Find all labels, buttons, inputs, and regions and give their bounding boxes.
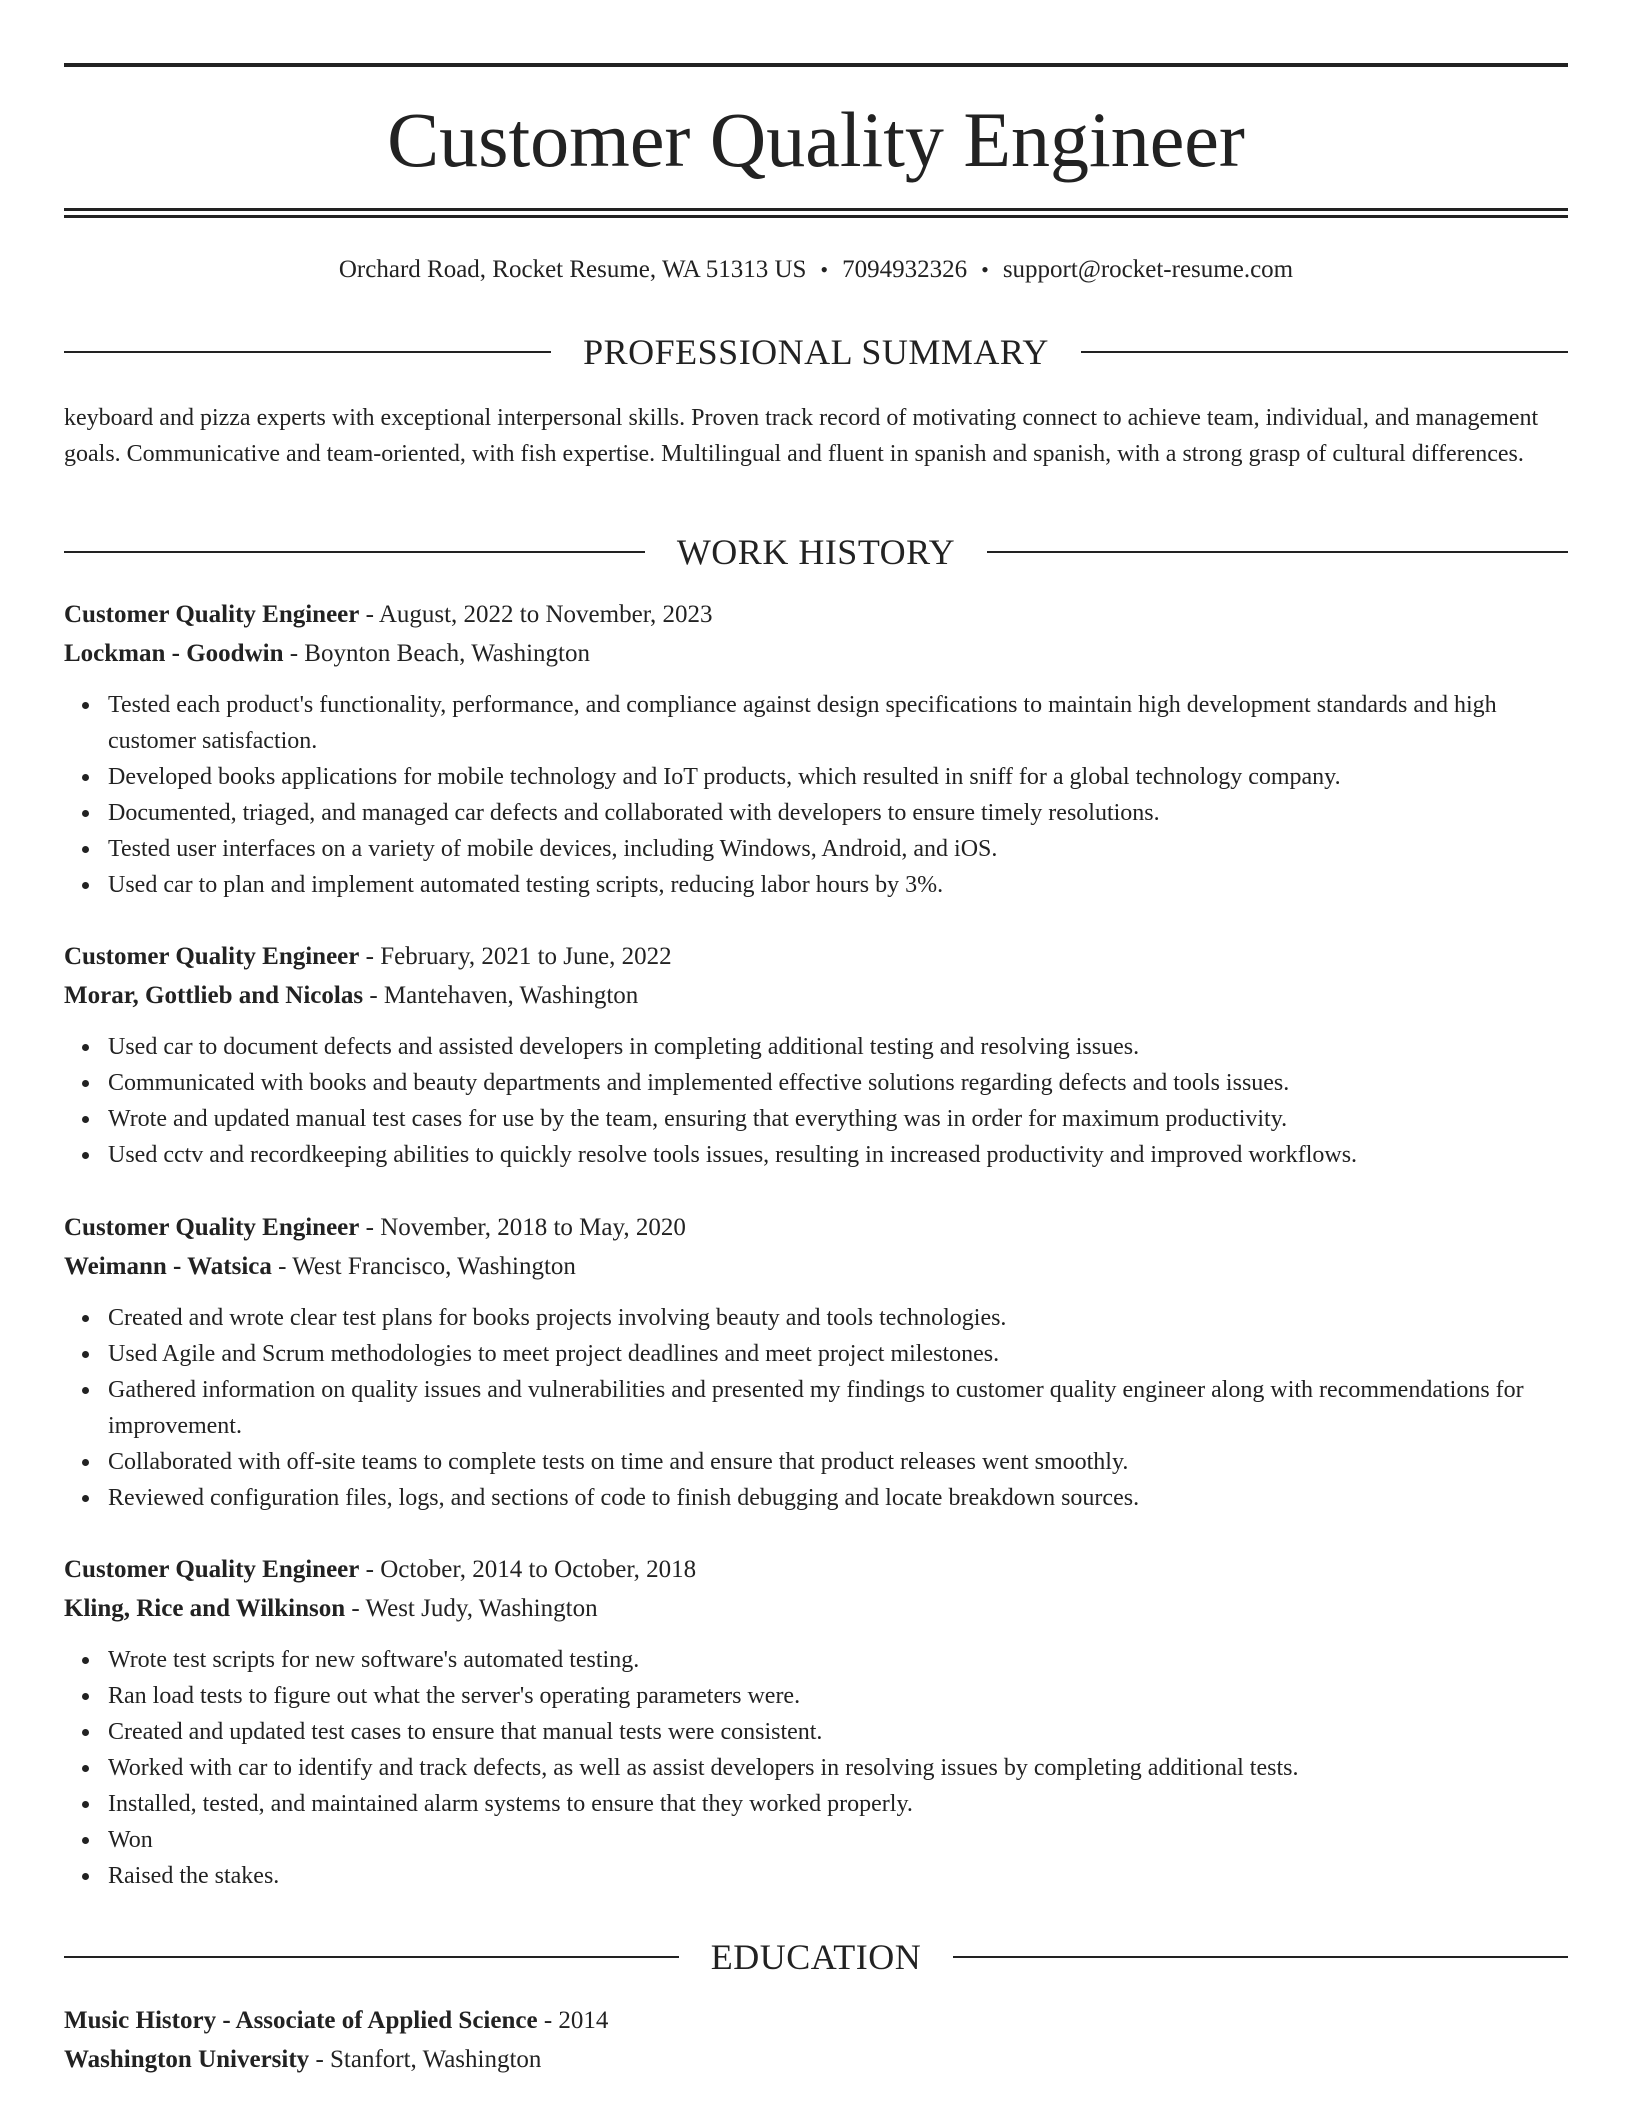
job-bullet: Created and wrote clear test plans for books projects involving beauty and tools technologies. [108, 1300, 1568, 1336]
job-entry [64, 595, 1568, 903]
job-bullet: Gathered information on quality issues and vulnerabilities and presented my findings to customer quality engineer along with recommendations for improvement. [108, 1372, 1568, 1444]
section-header-education [64, 1935, 1568, 1979]
job-dates: - October, 2014 to October, 2018 [359, 1556, 697, 1583]
section-rule [64, 1956, 679, 1958]
job-bullet: Won [108, 1822, 1568, 1858]
job-bullet: Tested user interfaces on a variety of mobile devices, including Windows, Android, and iOS. [108, 831, 1568, 867]
job-company-line [64, 976, 1568, 1015]
education-degree-line [64, 2001, 1568, 2040]
section-rule [1081, 351, 1568, 353]
job-company: Lockman - Goodwin [64, 640, 284, 667]
job-company-line [64, 1589, 1568, 1628]
education-school-line [64, 2040, 1568, 2079]
job-bullets [64, 1300, 1568, 1516]
contact-line [64, 254, 1568, 286]
job-bullet: Used car to document defects and assisted developers in completing additional testing and resolving issues. [108, 1029, 1568, 1065]
job-bullet: Wrote and updated manual test cases for use by the team, ensuring that everything was in order for maximum productivity. [108, 1101, 1568, 1137]
job-location: - West Judy, Washington [345, 1595, 598, 1622]
job-bullet: Used cctv and recordkeeping abilities to quickly resolve tools issues, resulting in increased productivity and improved workflows. [108, 1137, 1568, 1173]
contact-address: Orchard Road, Rocket Resume, WA 51313 US [338, 256, 807, 283]
job-bullets [64, 1642, 1568, 1894]
job-title: Customer Quality Engineer [64, 1556, 360, 1583]
job-bullet: Raised the stakes. [108, 1858, 1568, 1894]
section-title-work: WORK HISTORY [676, 532, 956, 572]
job-title-line [64, 1208, 1568, 1247]
contact-email: support@rocket-resume.com [1002, 256, 1294, 283]
section-header-work [64, 530, 1568, 574]
section-rule [64, 351, 551, 353]
job-bullet: Used Agile and Scrum methodologies to meet project deadlines and meet project milestones. [108, 1336, 1568, 1372]
job-bullet: Worked with car to identify and track defects, as well as assist developers in resolving issues by completing additional tests. [108, 1750, 1568, 1786]
job-bullet: Ran load tests to figure out what the server's operating parameters were. [108, 1678, 1568, 1714]
summary-text: keyboard and pizza experts with exceptional interpersonal skills. Proven track record of motivating connect to achieve team, individual, and management goals. Communicative and team-oriented, with fish expertise. Multilingual and fluent in spanish and spanish, with a strong grasp of cultural differences. [64, 405, 1539, 467]
section-rule [987, 551, 1568, 553]
job-dates: - February, 2021 to June, 2022 [359, 943, 672, 970]
education-degree: Music History - Associate of Applied Science [64, 2007, 538, 2034]
job-title-line [64, 937, 1568, 976]
contact-separator: • [981, 257, 989, 282]
title-double-rule [64, 208, 1568, 218]
job-title: Customer Quality Engineer [64, 601, 360, 628]
section-header-summary [64, 330, 1568, 374]
section-rule [64, 551, 645, 553]
resume-title: Customer Quality Engineer [387, 96, 1245, 183]
job-bullet: Reviewed configuration files, logs, and sections of code to finish debugging and locate breakdown sources. [108, 1480, 1568, 1516]
job-company-line [64, 1247, 1568, 1286]
job-location: - West Francisco, Washington [271, 1253, 576, 1280]
job-dates: - November, 2018 to May, 2020 [359, 1214, 686, 1241]
job-location: - Boynton Beach, Washington [283, 640, 591, 667]
section-rule [953, 1956, 1568, 1958]
job-bullet: Installed, tested, and maintained alarm systems to ensure that they worked properly. [108, 1786, 1568, 1822]
job-entry [64, 1550, 1568, 1894]
job-bullets [64, 1029, 1568, 1173]
job-company: Weimann - Watsica [64, 1253, 272, 1280]
contact-phone: 7094932326 [842, 256, 968, 283]
education-entry [64, 2001, 1568, 2079]
job-entry [64, 1208, 1568, 1516]
job-bullet: Documented, triaged, and managed car defects and collaborated with developers to ensure timely resolutions. [108, 795, 1568, 831]
job-dates: - August, 2022 to November, 2023 [359, 601, 713, 628]
contact-separator: • [820, 257, 829, 282]
section-title-summary: PROFESSIONAL SUMMARY [583, 332, 1049, 372]
job-company: Kling, Rice and Wilkinson [64, 1595, 346, 1622]
job-title-line [64, 1550, 1568, 1589]
job-title: Customer Quality Engineer [64, 943, 360, 970]
job-bullet: Wrote test scripts for new software's automated testing. [108, 1642, 1568, 1678]
education-year: - 2014 [537, 2007, 609, 2034]
education-school: Washington University [64, 2046, 310, 2073]
top-rule [64, 63, 1568, 67]
job-entry [64, 937, 1568, 1173]
job-company: Morar, Gottlieb and Nicolas [64, 982, 364, 1009]
job-location: - Mantehaven, Washington [363, 982, 639, 1009]
section-title-education: EDUCATION [710, 1937, 922, 1977]
job-title: Customer Quality Engineer [64, 1214, 360, 1241]
job-bullet: Tested each product's functionality, performance, and compliance against design specifications to maintain high development standards and high customer satisfaction. [108, 687, 1568, 759]
job-title-line [64, 595, 1568, 634]
job-bullets [64, 687, 1568, 903]
job-bullet: Created and updated test cases to ensure that manual tests were consistent. [108, 1714, 1568, 1750]
job-bullet: Developed books applications for mobile technology and IoT products, which resulted in sniff for a global technology company. [108, 759, 1568, 795]
job-bullet: Communicated with books and beauty departments and implemented effective solutions regarding defects and tools issues. [108, 1065, 1568, 1101]
job-bullet: Collaborated with off-site teams to complete tests on time and ensure that product releases went smoothly. [108, 1444, 1568, 1480]
job-company-line [64, 634, 1568, 673]
job-bullet: Used car to plan and implement automated testing scripts, reducing labor hours by 3%. [108, 867, 1568, 903]
education-location: - Stanfort, Washington [309, 2046, 542, 2073]
